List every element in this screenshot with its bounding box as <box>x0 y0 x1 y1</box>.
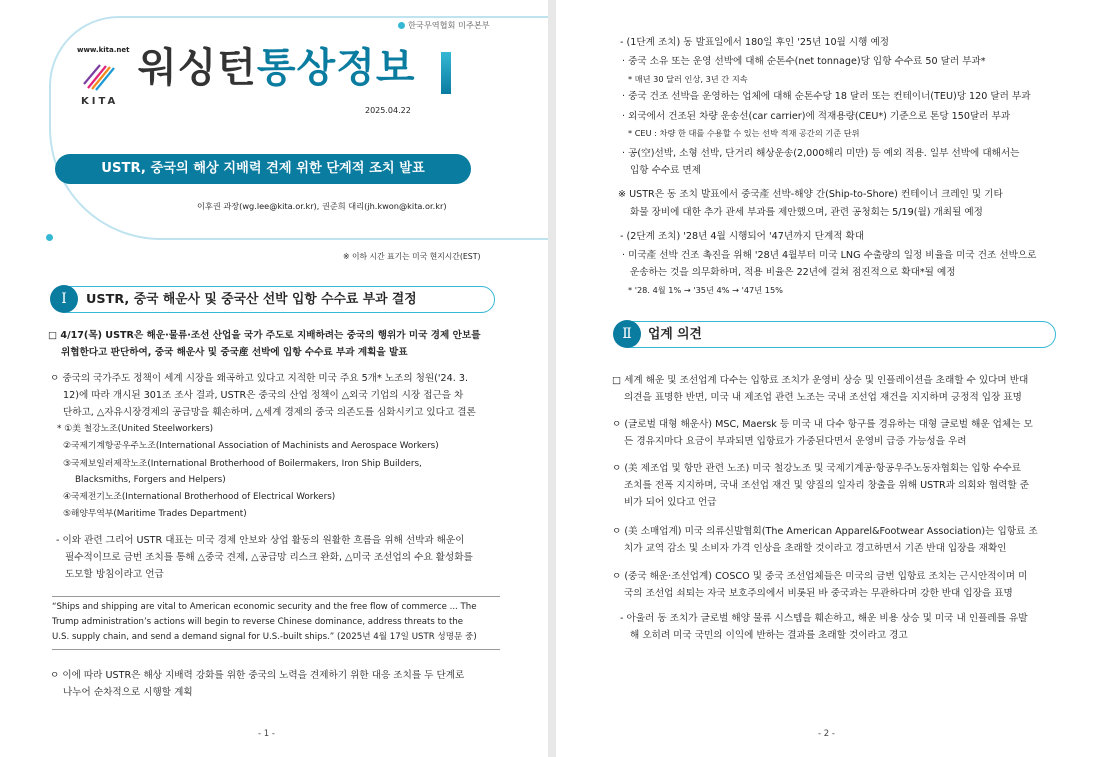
p2-line: · 공(空)선박, 소형 선박, 단거리 해상운송(2,000해리 미만) 등 예외 적용. 일부 선박에 대해서는 <box>622 148 1020 159</box>
section-1-title: USTR, 중국 해운사 및 중국산 선박 입항 수수료 부과 결정 <box>86 292 417 307</box>
p2-line: 든 경유지마다 요금이 부과되면 입항료가 가중된다면서 운영비 급증 가능성을 우려 <box>624 436 967 447</box>
p2-line: □ 세계 해운 및 조선업계 다수는 입항료 조치가 운영비 상승 및 인플레이션을 초래할 수 있다며 반대 <box>612 375 1029 386</box>
time-note: ※ 이하 시간 표기는 미국 현지시간(EST) <box>343 252 481 261</box>
s1-line: 필수적이므로 금번 조치를 통해 △중국 견제, △공급망 리스크 완화, △미국 조선업의 수요 활성화를 <box>65 552 473 563</box>
kita-logo-text: KITA <box>81 96 119 107</box>
p2-line: ㅇ (美 소매업계) 미국 의류신발협회(The American Apparel&Footwear Association)는 입항료 조 <box>612 526 1038 537</box>
header-dot-bottom <box>46 234 53 241</box>
tail-line: ㅇ 이에 따라 USTR은 해상 지배력 강화를 위한 중국의 노력을 견제하기 위한 대응 조치를 두 단계로 <box>50 670 465 681</box>
p2-line: ㅇ (중국 해운·조선업계) COSCO 및 중국 조선업체들은 미국의 금번 입항료 조치는 근시안적이며 미 <box>612 571 1028 582</box>
p2-line: * '28. 4월 1% → '35년 4% → '47년 15% <box>628 285 783 295</box>
s1-line: 도모할 방침이라고 언급 <box>65 569 164 580</box>
s1-line: ②국제기계항공우주노조(International Association of Machinists and Aerospace Workers) <box>63 441 439 451</box>
kita-url: www.kita.net <box>77 46 130 54</box>
s1-line: ③국제보일러제작노조(International Brotherhood of Boilermakers, Iron Ship Builders, <box>63 459 422 469</box>
document-page-1 <box>0 0 548 757</box>
p2-line: 의견을 표명한 반면, 미국 내 제조업 관련 노조는 국내 조선업 재건을 지지하며 긍정적 입장 표명 <box>624 392 1022 403</box>
p2-line: 입항 수수료 면제 <box>630 165 701 176</box>
s1-line: * ①美 철강노조(United Steelworkers) <box>57 424 214 434</box>
header-dot <box>398 22 405 29</box>
title-accent-bar <box>441 52 451 94</box>
title-part-2: 통상정보 <box>256 45 416 91</box>
ustr-quote-box <box>52 596 500 650</box>
p2-line: 해 오히려 미국 국민의 이익에 반하는 결과를 초래할 것이라고 경고 <box>630 630 908 641</box>
title-part-1: 워싱턴 <box>138 45 257 91</box>
page-number: - 1 - <box>258 729 275 739</box>
p2-line: 조치를 전폭 지지하며, 국내 조선업 재건 및 양질의 일자리 창출을 위해 USTR과 의회와 협력할 준 <box>624 480 1030 491</box>
authors: 이후권 과장(wg.lee@kita.or.kr), 권준희 대리(jh.kwon@kita.or.kr) <box>197 201 447 211</box>
p2-line: 치가 교역 감소 및 소비자 가격 인상을 초래할 것이라고 경고하면서 기존 반대 입장을 재확인 <box>624 543 1007 554</box>
kita-logo-icon <box>82 62 118 92</box>
p2-line: · 외국에서 건조된 차량 운송선(car carrier)에 적재용량(CEU*) 기준으로 톤당 150달러 부과 <box>622 111 1011 122</box>
p2-line: ㅇ (美 제조업 및 항만 관련 노조) 미국 철강노조 및 국제기계공·항공우주노동자협회는 입항 수수료 <box>612 463 1021 474</box>
s1-line: ④국제전기노조(International Brotherhood of Electrical Workers) <box>63 492 336 502</box>
p2-line: ㅇ (글로벌 대형 해운사) MSC, Maersk 등 미국 내 다수 항구를 경유하는 대형 글로벌 해운 업체는 모 <box>612 419 1033 430</box>
p2-line: · 미국產 선박 건조 촉진을 위해 '28년 4월부터 미국 LNG 수출량의 일정 비율을 미국 건조 선박으로 <box>622 250 1037 261</box>
s1-line: □ 4/17(목) USTR은 해운·물류·조선 산업을 국가 주도로 지배하려는 중국의 행위가 미국 경제 안보를 <box>48 330 481 341</box>
p2-line: · 중국 건조 선박을 운영하는 업체에 대해 순톤수당 18 달러 또는 컨테이너(TEU)당 120 달러 부과 <box>622 91 1031 102</box>
s1-line: ㅇ 중국의 국가주도 정책이 세계 시장을 왜곡하고 있다고 지적한 미국 주요 5개* 노조의 청원('24. 3. <box>50 373 469 384</box>
issue-date: 2025.04.22 <box>365 106 411 115</box>
s1-line: 위협한다고 판단하여, 중국 해운사 및 중국産 선박에 입항 수수료 부과 계획을 발표 <box>61 347 408 358</box>
tail-line: 나누어 순차적으로 시행할 계획 <box>63 687 193 698</box>
p2-line: 국의 조선업 쇠퇴는 자국 보호주의에서 비롯된 바 중국과는 무관하다며 강한 반대 입장을 표명 <box>624 588 1013 599</box>
p2-line: 운송하는 것을 의무화하며, 적용 비율은 22년에 걸쳐 점진적으로 확대*될 예정 <box>630 267 956 278</box>
p2-line: 화물 장비에 대한 추가 관세 부과를 제안했으며, 관련 공청회는 5/19(월) 개최될 예정 <box>630 207 983 218</box>
quote-line: U.S. supply chain, and send a demand signal for U.S.-built ships.” (2025년 4월 17일 USTR 성명문 중) <box>52 632 477 642</box>
org-name: 한국무역협회 미주본부 <box>408 20 490 30</box>
s1-line: 12)에 따라 개시된 301조 조사 결과, USTR은 중국의 산업 정책이 △외국 기업의 시장 접근을 차 <box>63 390 464 401</box>
s1-line: - 이와 관련 그리어 USTR 대표는 미국 경제 안보와 상업 활동의 원활한 흐름을 위해 선박과 해운이 <box>56 535 465 546</box>
quote-line: “Ships and shipping are vital to American economic security and the free flow of commerce ... The <box>52 602 477 612</box>
section-2-number: Ⅱ <box>613 320 641 348</box>
document-page-2 <box>556 0 1104 757</box>
p2-line: - 아울러 동 조치가 글로벌 해양 물류 시스템을 훼손하고, 해운 비용 상승 및 미국 내 인플레를 유발 <box>620 613 1028 624</box>
p2-line: · 중국 소유 또는 운영 선박에 대해 순톤수(net tonnage)당 입항 수수료 50 달러 부과* <box>622 56 986 67</box>
section-2-title: 업계 의견 <box>648 327 702 342</box>
headline-banner: USTR, 중국의 해상 지배력 견제 위한 단계적 조치 발표 <box>55 154 471 184</box>
s1-line: ⑤해양무역부(Maritime Trades Department) <box>63 509 247 519</box>
p2-line: - (2단계 조치) '28년 4월 시행되어 '47년까지 단계적 확대 <box>620 231 865 242</box>
p2-line: 비가 되어 있다고 언급 <box>624 497 717 508</box>
newsletter-title <box>138 42 415 94</box>
p2-line: * CEU : 차량 한 대를 수용할 수 있는 선박 적재 공간의 기준 단위 <box>628 128 860 138</box>
s1-line: 단하고, △자유시장경제의 공급망을 훼손하며, △세계 경제의 중국 의존도를 심화시키고 있다고 결론 <box>63 407 476 418</box>
s1-line: Blacksmiths, Forgers and Helpers) <box>75 475 226 485</box>
p2-line: - (1단계 조치) 동 발표일에서 180일 후인 '25년 10월 시행 예정 <box>620 37 889 48</box>
quote-line: Trump administration’s actions will begin to reverse Chinese dominance, address threats to the <box>52 617 464 627</box>
p2-line: * 매년 30 달러 인상, 3년 간 지속 <box>628 74 748 84</box>
p2-line: ※ USTR은 동 조치 발표에서 중국產 선박-해양 간(Ship-to-Shore) 컨테이너 크레인 및 기타 <box>618 189 1003 200</box>
page-number: - 2 - <box>818 729 835 739</box>
section-1-number: Ⅰ <box>50 285 78 313</box>
